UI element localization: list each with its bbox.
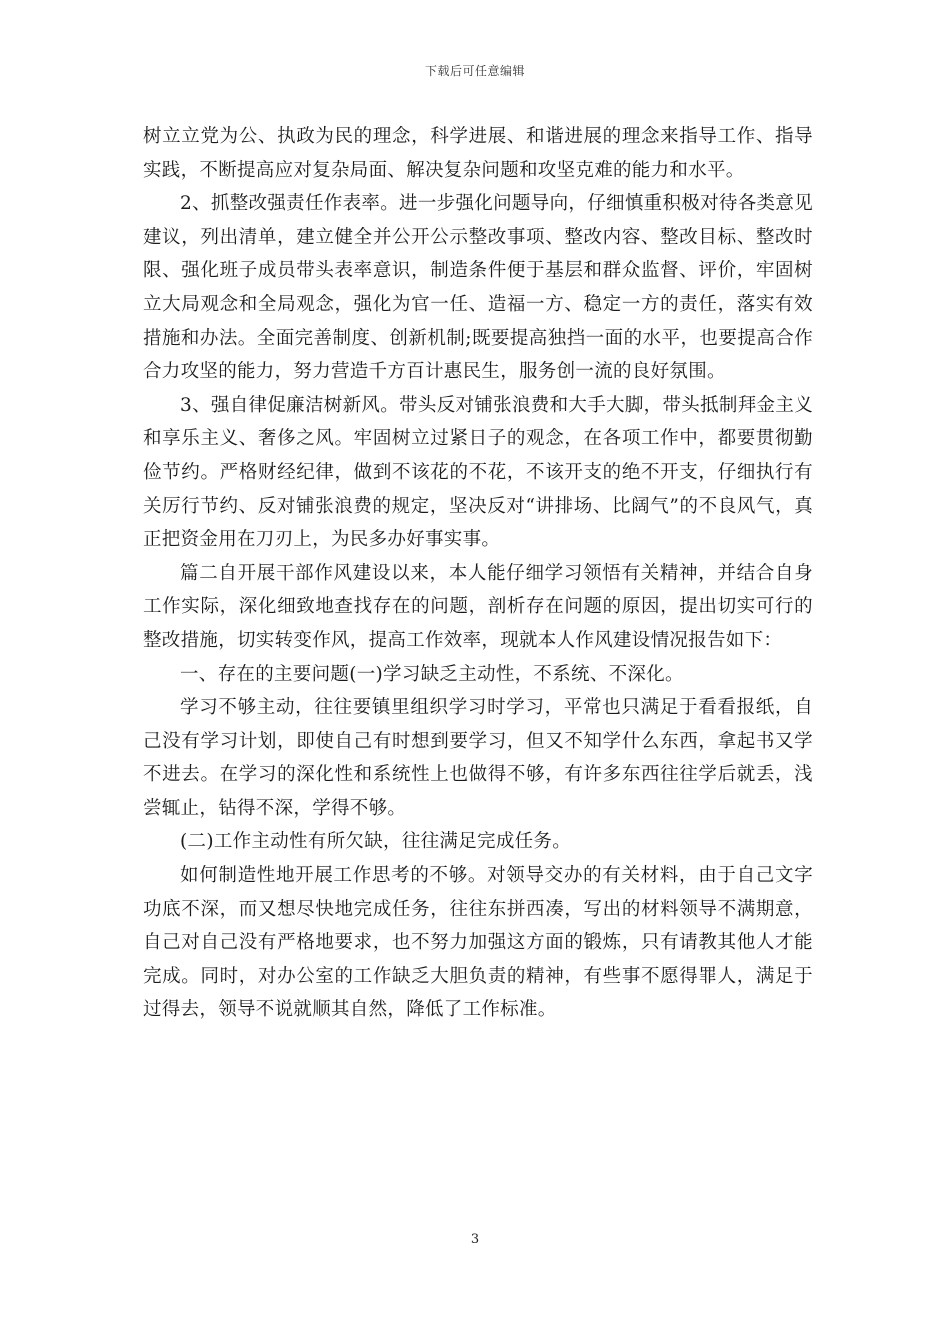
paragraph-8: 如何制造性地开展工作思考的不够。对领导交办的有关材料，由于自己文字功底不深，而又想尽快地完成任务，往往东拼西凑，写出的材料领导不满期意，自己对自己没有严格地要求，也不努力加强这方面的锻炼，只有请教其他人才能完成。同时，对办公室的工作缺乏大胆负责的精神，有些事不愿得罪人，满足于过得去，领导不说就顺其自然，降低了工作标准。: [143, 865, 813, 1021]
paragraph-3: 3、强自律促廉洁树新风。带头反对铺张浪费和大手大脚，带头抵制拜金主义和享乐主义、奢侈之风。牢固树立过紧日子的观念，在各项工作中，都要贯彻勤俭节约。严格财经纪律，做到不该花的不花，不该开支的绝不开支，仔细执行有关厉行节约、反对铺张浪费的规定，坚决反对“讲排场、比阔气”的不良风气，真正把资金用在刀刃上，为民多办好事实事。: [143, 394, 813, 551]
page-number: 3: [470, 1232, 480, 1247]
paragraph-1: 树立立党为公、执政为民的理念，科学进展、和谐进展的理念来指导工作、指导实践，不断提高应对复杂局面、解决复杂问题和攻坚克难的能力和水平。: [143, 126, 813, 181]
paragraph-2: 2、抓整改强责任作表率。进一步强化问题导向，仔细慎重积极对待各类意见建议，列出清单，建立健全并公开公示整改事项、整改内容、整改目标、整改时限、强化班子成员带头表率意识，制造条件便于基层和群众监督、评价，牢固树立大局观念和全局观念，强化为官一任、造福一方、稳定一方的责任，落实有效措施和办法。全面完善制度、创新机制;既要提高独挡一面的水平，也要提高合作合力攻坚的能力，努力营造千方百计惠民生，服务创一流的良好氛围。: [143, 193, 813, 383]
paragraph-7: (二)工作主动性有所欠缺，往往满足完成任务。: [180, 831, 572, 853]
document-body: [143, 120, 813, 1027]
paragraph-6: 学习不够主动，往往要镇里组织学习时学习，平常也只满足于看看报纸，自己没有学习计划，即使自己有时想到要学习，但又不知学什么东西，拿起书又学不进去。在学习的深化性和系统性上也做得不够，有许多东西往往学后就丢，浅尝辄止，钻得不深，学得不够。: [143, 697, 813, 819]
page-header: 下载后可任意编辑: [424, 64, 525, 78]
paragraph-4: 篇二自开展干部作风建设以来，本人能仔细学习领悟有关精神，并结合自身工作实际，深化细致地查找存在的问题，剖析存在问题的原因，提出切实可行的整改措施，切实转变作风，提高工作效率，现就本人作风建设情况报告如下：: [143, 562, 813, 651]
paragraph-5: 一、存在的主要问题(一)学习缺乏主动性，不系统、不深化。: [180, 663, 684, 685]
